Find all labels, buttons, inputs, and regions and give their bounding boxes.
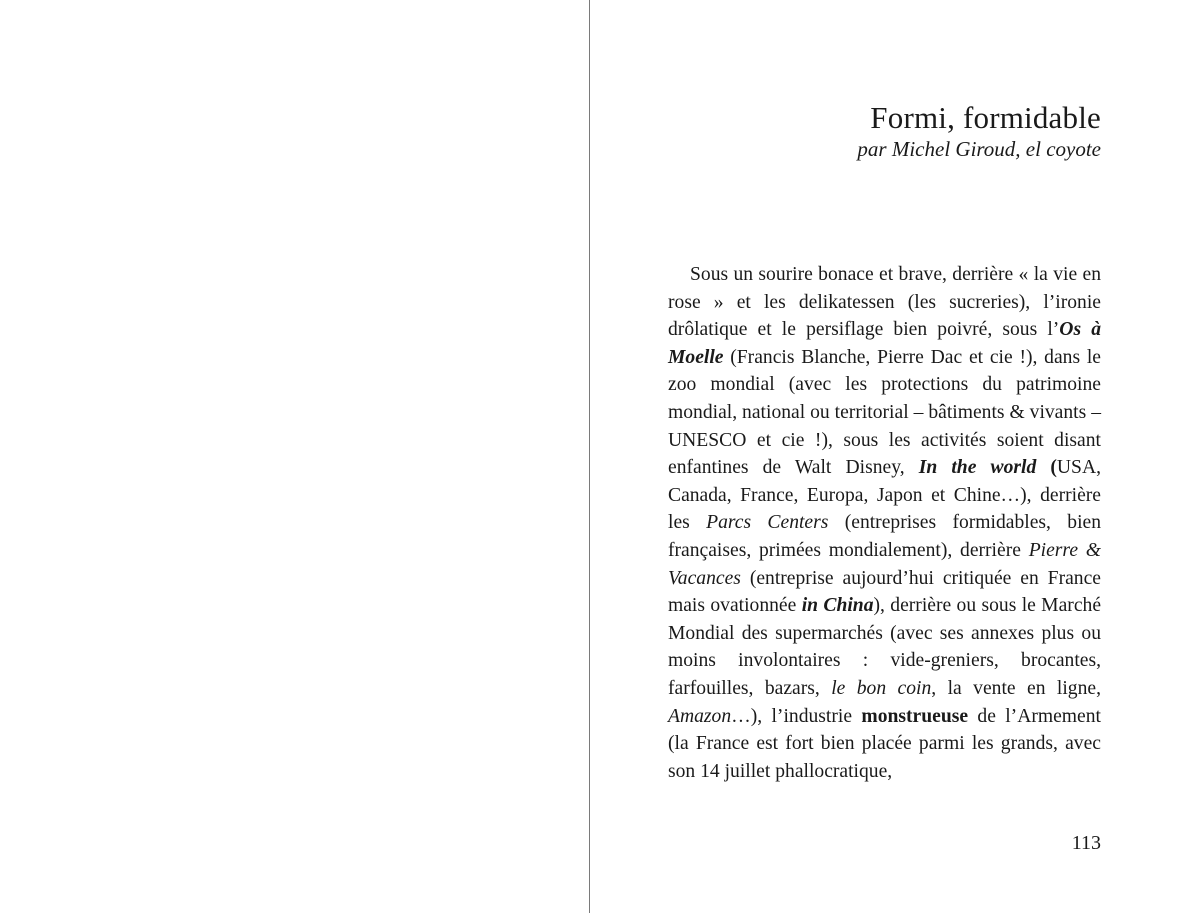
emphasis-le-bon-coin: le bon coin <box>831 677 932 699</box>
page-number: 113 <box>1071 832 1101 854</box>
body-paragraph <box>668 261 1101 785</box>
text-run: USA, Canada, France, Europa, Japon et Chine…), derrière les <box>668 457 1101 534</box>
emphasis-monstrueuse: monstrueuse <box>861 705 969 727</box>
right-page <box>590 0 1179 913</box>
emphasis-parcs-centers: Parcs Centers <box>706 512 829 534</box>
text-run: Sous un sourire bonace et brave, derrière « la vie en rose » et les delikatessen (les sucreries), l’ironie drôlatique et le persiflage bien poivré, sous l’ <box>668 264 1101 341</box>
article-byline: par Michel Giroud, el coyote <box>857 137 1101 161</box>
emphasis-in-china: in China <box>801 595 874 617</box>
text-run: de l’Armement (la France est fort bien placée parmi les grands, avec son 14 juillet phallocratique, <box>668 705 1101 782</box>
article-header <box>857 98 1101 160</box>
emphasis-in-the-world: In the world <box>918 457 1037 479</box>
emphasis-pierre-vacances: Pierre & Vacances <box>668 539 1102 589</box>
emphasis-os-a-moelle: Os à Moelle <box>668 319 1101 368</box>
text-run: (entreprise aujourd’hui critiquée en France mais ovationnée <box>668 567 1101 617</box>
text-run: ), derrière ou sous le Marché Mondial des supermarchés (avec ses annexes plus ou moins involontaires : vide-greniers, brocantes, farfouilles, bazars, <box>668 595 1102 699</box>
text-run-bold-paren: ( <box>1036 457 1057 479</box>
text-run: , la vente en ligne, <box>931 677 1102 699</box>
left-page-blank <box>0 0 589 913</box>
text-run: (entreprises formidables, bien françaises, primées mondialement), derrière <box>668 512 1102 561</box>
text-run: (Francis Blanche, Pierre Dac et cie !), dans le zoo mondial (avec les protections du patrimoine mondial, national ou territorial – bâtiments & vivants – UNESCO et cie !), sous les activités soient disant enfantines de Walt Disney, <box>668 346 1101 479</box>
text-run: …), l’industrie <box>731 705 862 727</box>
article-title: Formi, formidable <box>870 100 1101 135</box>
emphasis-amazon: Amazon <box>668 705 732 727</box>
